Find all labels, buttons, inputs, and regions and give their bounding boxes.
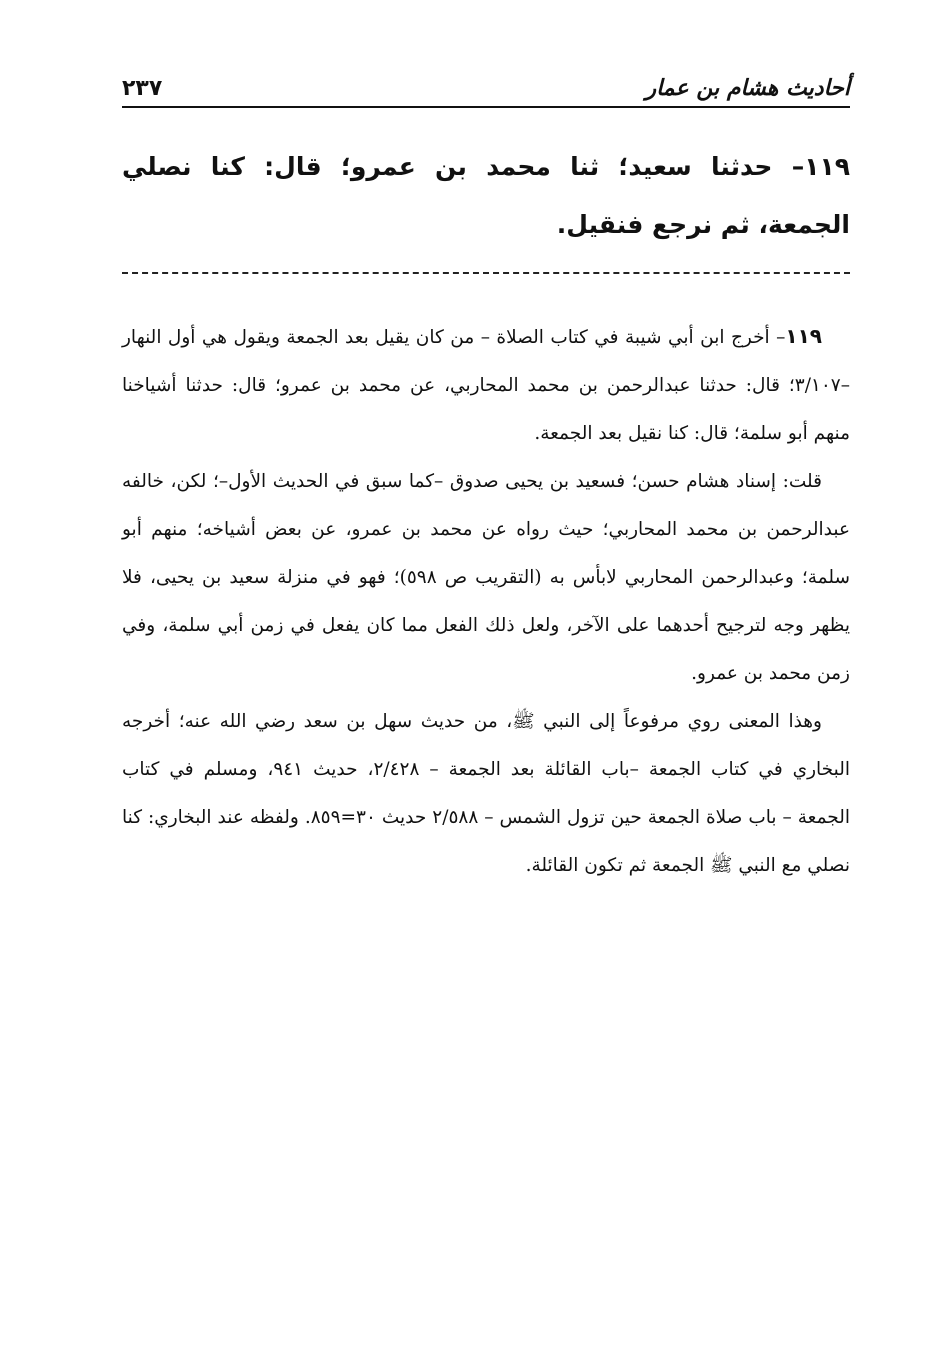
page-number: ٢٣٧	[122, 76, 163, 101]
hadith-text: حدثنا سعيد؛ ثنا محمد بن عمرو؛ قال: كنا نصلي الجمعة، ثم نرجع فنقيل.	[122, 152, 850, 239]
footnote-number: ١١٩	[785, 324, 822, 348]
footnote-separator	[122, 272, 850, 274]
hadith-text-block	[122, 138, 850, 254]
footnote-paragraph-2: قلت: إسناد هشام حسن؛ فسعيد بن يحيى صدوق –كما سبق في الحديث الأول–؛ لكن، خالفه عبدالرحمن بن محمد المحاربي؛ حيث رواه عن محمد بن عمرو، عن بعض أشياخه؛ منهم أبو سلمة؛ وعبدالرحمن المحاربي لابأس به (التقريب ص ٥٩٨)؛ فهو في منزلة سعيد بن يحيى، فلا يظهر وجه لترجيح أحدهما على الآخر، ولعل ذلك الفعل مما كان يفعل في زمن أبي سلمة، وفي زمن محمد بن عمرو.	[122, 471, 850, 684]
footnote-dash: –	[776, 327, 786, 348]
hadith-number: ١١٩	[804, 152, 850, 181]
footnote-text-1: أخرج ابن أبي شيبة في كتاب الصلاة – من كان يقيل بعد الجمعة ويقول هي أول النهار –٣/١٠٧؛ قال: حدثنا عبدالرحمن بن محمد المحاربي، عن محمد بن عمرو؛ قال: حدثنا أشياخنا منهم أبو سلمة؛ قال: كنا نقيل بعد الجمعة.	[122, 327, 850, 444]
page-header	[122, 68, 850, 104]
hadith-dash: –	[791, 152, 805, 181]
footnote-paragraph-1	[122, 312, 850, 458]
footnote-paragraph-3: وهذا المعنى روي مرفوعاً إلى النبي ﷺ، من حديث سهل بن سعد رضي الله عنه؛ أخرجه البخاري في كتاب الجمعة –باب القائلة بعد الجمعة – ٢/٤٢٨، حديث ٩٤١، ومسلم في كتاب الجمعة – باب صلاة الجمعة حين تزول الشمس – ٢/٥٨٨ حديث ٣٠=٨٥٩. ولفظه عند البخاري: كنا نصلي مع النبي ﷺ الجمعة ثم تكون القائلة.	[122, 711, 850, 876]
running-title: أحاديث هشام بن عمار	[645, 76, 850, 101]
footnote-block	[122, 312, 850, 890]
header-rule	[122, 106, 850, 108]
